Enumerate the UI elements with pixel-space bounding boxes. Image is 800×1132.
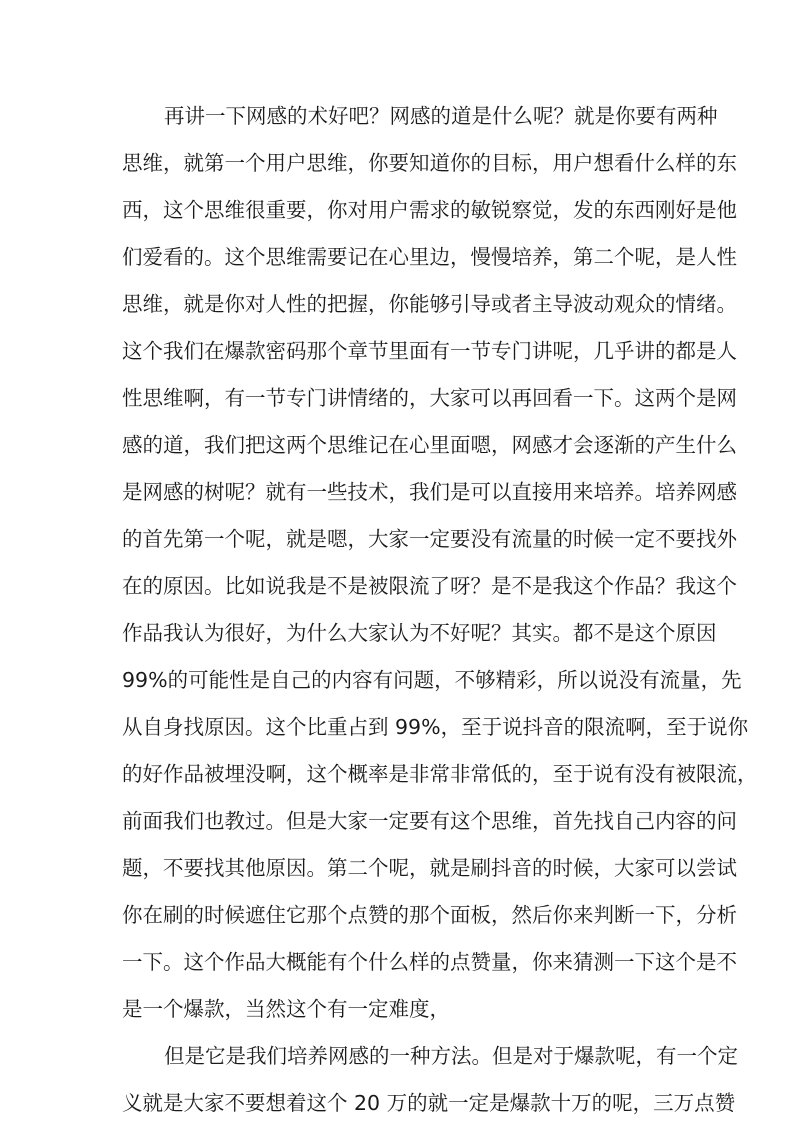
- paragraph-1-line-16: 前面我们也教过。但是大家一定要有这个思维，首先找自己内容的问: [122, 809, 737, 833]
- paragraph-1-line-5: 思维，就是你对人性的把握，你能够引导或者主导波动观众的情绪。: [122, 292, 737, 316]
- paragraph-1-line-4: 们爱看的。这个思维需要记在心里边，慢慢培养，第二个呢，是人性: [122, 245, 737, 269]
- paragraph-1-line-3: 西，这个思维很重要，你对用户需求的敏锐察觉，发的东西刚好是他: [122, 198, 737, 222]
- paragraph-1-line-14: 从自身找原因。这个比重占到 99%，至于说抖音的限流啊，至于说你: [122, 715, 749, 739]
- paragraph-1-line-15: 的好作品被埋没啊，这个概率是非常非常低的，至于说有没有被限流，: [122, 762, 758, 786]
- paragraph-1-line-2: 思维，就第一个用户思维，你要知道你的目标，用户想看什么样的东: [122, 151, 737, 175]
- paragraph-1-line-9: 是网感的树呢？就有一些技术，我们是可以直接用来培养。培养网感: [122, 480, 737, 504]
- paragraph-1-line-12: 作品我认为很好，为什么大家认为不好呢？其实。都不是这个原因: [122, 621, 717, 645]
- paragraph-1-line-13: 99%的可能性是自己的内容有问题，不够精彩，所以说没有流量，先: [122, 668, 742, 692]
- paragraph-1-line-8: 感的道，我们把这两个思维记在心里面嗯，网感才会逐渐的产生什么: [122, 433, 737, 457]
- paragraph-2-line-2: 义就是大家不要想着这个 20 万的就一定是爆款十万的呢，三万点赞: [122, 1091, 736, 1115]
- paragraph-2-line-1: 但是它是我们培养网感的一种方法。但是对于爆款呢，有一个定: [164, 1044, 738, 1068]
- paragraph-1-line-7: 性思维啊，有一节专门讲情绪的，大家可以再回看一下。这两个是网: [122, 386, 737, 410]
- paragraph-1-line-18: 你在刷的时候遮住它那个点赞的那个面板，然后你来判断一下，分析: [122, 903, 737, 927]
- paragraph-1-line-10: 的首先第一个呢，就是嗯，大家一定要没有流量的时候一定不要找外: [122, 527, 737, 551]
- paragraph-1-line-6: 这个我们在爆款密码那个章节里面有一节专门讲呢，几乎讲的都是人: [122, 339, 737, 363]
- paragraph-1-line-17: 题，不要找其他原因。第二个呢，就是刷抖音的时候，大家可以尝试: [122, 856, 737, 880]
- paragraph-1-line-19: 一下。这个作品大概能有个什么样的点赞量，你来猜测一下这个是不: [122, 950, 737, 974]
- paragraph-1-line-11: 在的原因。比如说我是不是被限流了呀？是不是我这个作品？我这个: [122, 574, 737, 598]
- paragraph-1-line-1: 再讲一下网感的术好吧？网感的道是什么呢？就是你要有两种: [164, 104, 718, 128]
- paragraph-1-line-20: 是一个爆款，当然这个有一定难度，: [122, 997, 450, 1021]
